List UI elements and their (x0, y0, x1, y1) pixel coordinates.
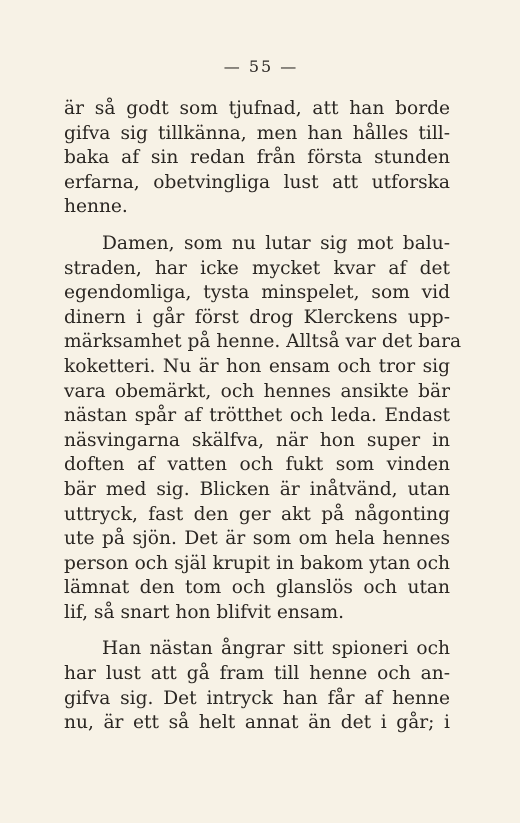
text-line: Han nästan ångrar sitt spioneri och (102, 638, 450, 660)
text-line: bär med sig. Blicken är inåtvänd, utan (64, 478, 450, 500)
text-line: gifva sig tillkänna, men han hålles till- (64, 122, 450, 144)
text-line: Damen, som nu lutar sig mot balu- (102, 232, 450, 254)
text-line: lämnat den tom och glanslös och utan (64, 577, 450, 599)
text-line: uttryck, fast den ger akt på någonting (64, 503, 450, 525)
text-line: märksamhet på henne. Alltså var det bara (64, 331, 462, 353)
text-line: nästan spår af trötthet och leda. Endast (64, 405, 450, 427)
text-line: är så godt som tjufnad, att han borde (64, 98, 450, 119)
paragraph-2 (64, 232, 462, 626)
text-line: egendomliga, tysta minspelet, som vid (64, 282, 450, 304)
text-line: ute på sjön. Det är som om hela hennes (64, 528, 450, 550)
text-line: nu, är ett så helt annat än det i går; i (64, 712, 450, 734)
text-line: gifva sig. Det intryck han får af henne (64, 687, 450, 709)
paragraph-3 (64, 637, 450, 735)
text-line: näsvingarna skälfva, när hon super in (64, 429, 450, 451)
paragraph-1 (64, 97, 450, 220)
text-line: straden, har icke mycket kvar af det (64, 257, 450, 279)
text-line: erfarna, obetvingliga lust att utforska (64, 171, 450, 193)
text-line: vara obemärkt, och hennes ansikte bär (64, 380, 450, 402)
text-line: person och själ krupit in bakom ytan och (64, 552, 450, 574)
text-line: doften af vatten och fukt som vinden (64, 454, 450, 476)
text-line: koketteri. Nu är hon ensam och tror sig (64, 355, 450, 377)
page-number: — 55 — (223, 57, 299, 76)
text-line: dinern i går först drog Klerckens upp- (64, 306, 450, 328)
text-line: henne. (64, 196, 128, 218)
text-line: har lust att gå fram till henne och an- (64, 663, 450, 685)
text-line: lif, så snart hon blifvit ensam. (64, 601, 345, 623)
text-line: baka af sin redan från första stunden (64, 147, 450, 169)
